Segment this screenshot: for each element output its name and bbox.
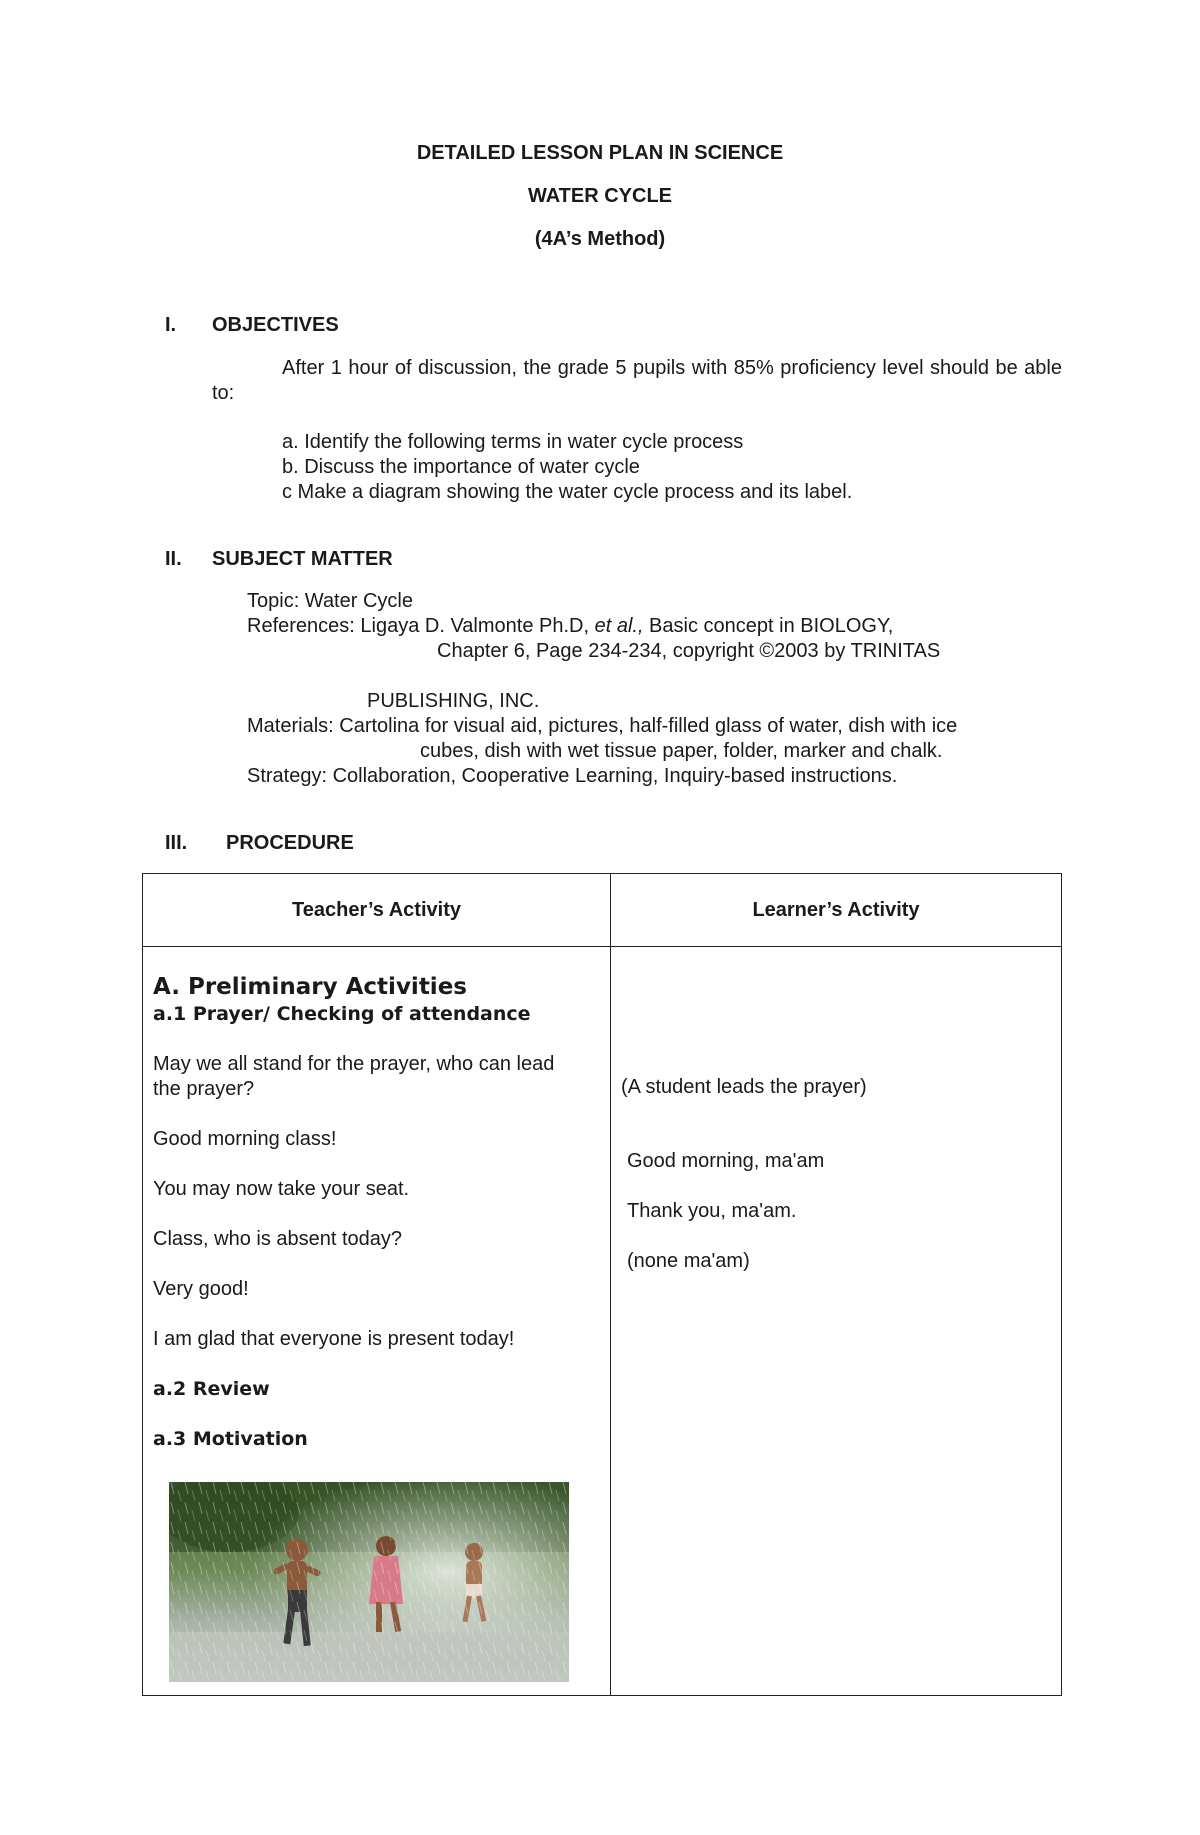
subject-matter-number: II. (165, 548, 182, 570)
motivation-subheading: a.3 Motivation (153, 1428, 308, 1450)
teacher-activity-header: Teacher’s Activity (143, 874, 611, 947)
document-title: DETAILED LESSON PLAN IN SCIENCE (416, 142, 784, 164)
teacher-line: Good morning class! (153, 1128, 337, 1150)
objectives-intro: After 1 hour of discussion, the grade 5 pupils with 85% proficiency level should be able to: (212, 357, 1062, 404)
references-label: References: Ligaya D. Valmonte Ph.D, (247, 615, 595, 637)
objectives-list (282, 430, 852, 505)
procedure-number: III. (165, 832, 188, 854)
document-subtitle: WATER CYCLE (527, 185, 673, 207)
teacher-activity-cell (143, 947, 611, 1696)
strategy-line: Strategy: Collaboration, Cooperative Learning, Inquiry-based instructions. (247, 765, 898, 787)
learner-line: (A student leads the prayer) (621, 1076, 867, 1098)
learner-line: (none ma'am) (627, 1250, 750, 1272)
learner-line: Thank you, ma'am. (627, 1200, 797, 1222)
learner-line: Good morning, ma'am (627, 1150, 825, 1172)
references-line-2: Chapter 6, Page 234-234, copyright ©2003 by TRINITAS (437, 640, 941, 662)
prayer-attendance-subheading: a.1 Prayer/ Checking of attendance (153, 1003, 531, 1025)
subject-matter-heading: SUBJECT MATTER (212, 548, 393, 570)
references-rest: Basic concept in BIOLOGY, (643, 615, 894, 637)
teacher-line: Class, who is absent today? (153, 1228, 403, 1250)
materials-line-2: cubes, dish with wet tissue paper, folder, marker and chalk. (420, 740, 943, 762)
teacher-line: I am glad that everyone is present today! (153, 1328, 515, 1350)
learner-activity-header: Learner’s Activity (611, 874, 1062, 947)
teacher-line: Very good! (153, 1278, 249, 1300)
preliminary-activities-heading: A. Preliminary Activities (153, 974, 467, 1000)
topic-line: Topic: Water Cycle (247, 590, 413, 612)
learner-activity-cell (611, 947, 1062, 1696)
objectives-heading: OBJECTIVES (212, 314, 339, 336)
materials-line: Materials: Cartolina for visual aid, pictures, half-filled glass of water, dish with ice (247, 715, 958, 737)
teacher-line: the prayer? (153, 1078, 255, 1100)
teacher-line: May we all stand for the prayer, who can lead (153, 1053, 555, 1075)
procedure-heading: PROCEDURE (226, 832, 354, 854)
objective-item: a. Identify the following terms in water cycle process (282, 431, 744, 453)
references-line-3: PUBLISHING, INC. (367, 690, 540, 712)
references-line (247, 615, 893, 638)
children-running-in-rain-photo (169, 1482, 569, 1682)
objective-item: b. Discuss the importance of water cycle (282, 456, 640, 478)
objectives-number: I. (165, 314, 177, 336)
procedure-table (142, 873, 1062, 1696)
references-etal: et al., (594, 615, 644, 637)
teacher-line: You may now take your seat. (153, 1178, 410, 1200)
review-subheading: a.2 Review (153, 1378, 270, 1400)
objective-item: c Make a diagram showing the water cycle process and its label. (282, 481, 853, 503)
document-method: (4A’s Method) (534, 228, 666, 250)
